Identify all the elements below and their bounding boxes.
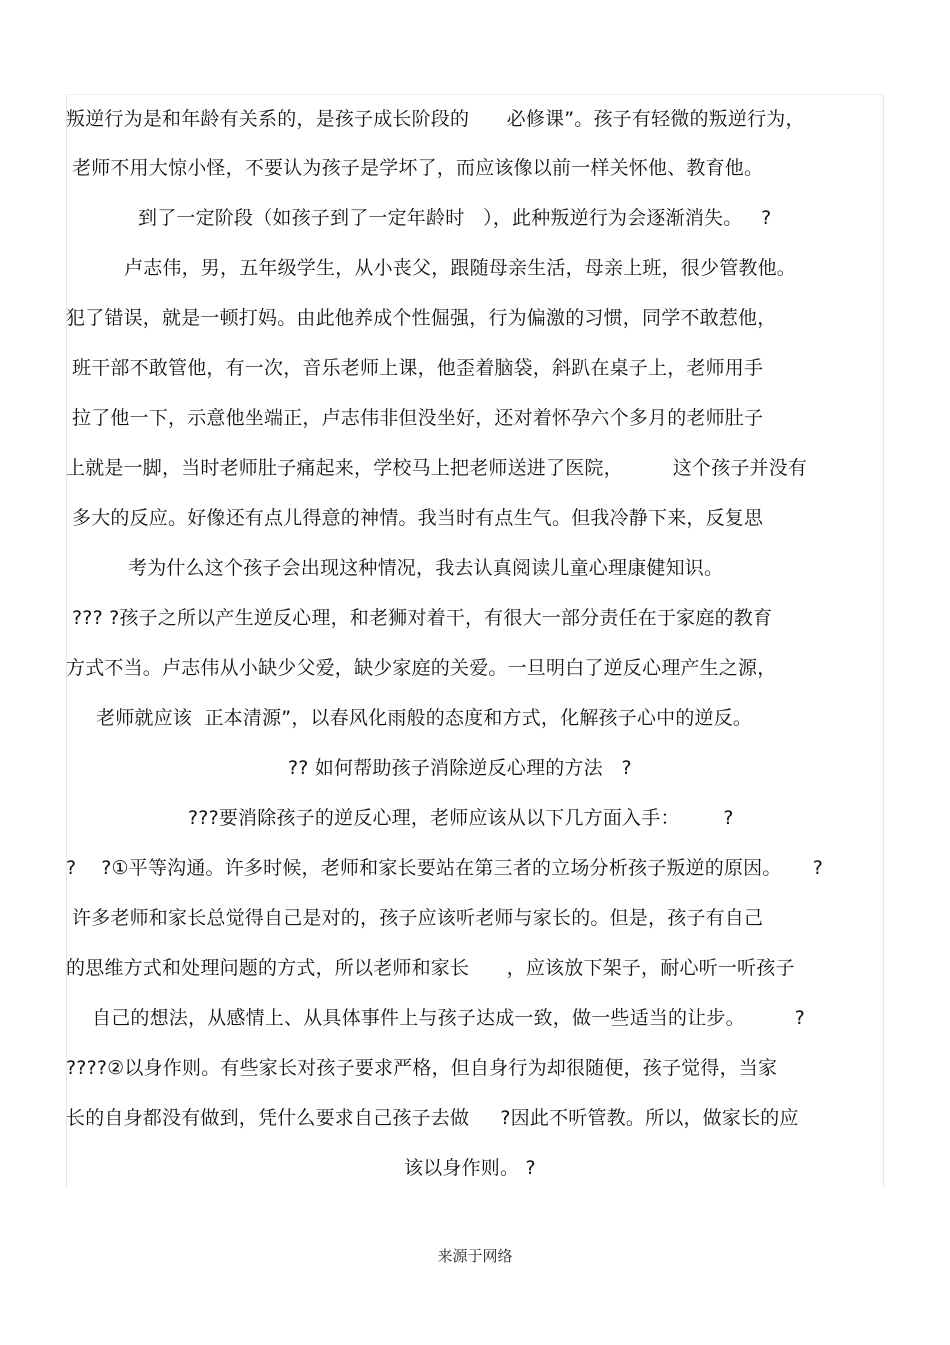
text-line: ????②以身作则。有些家长对孩子要求严格，但自身行为却很随便，孩子觉得，当家 bbox=[66, 1057, 778, 1079]
text-line: 的思维方式和处理问题的方式，所以老师和家长 ，应该放下架子，耐心听一听孩子 bbox=[66, 957, 795, 979]
text-line: 老师不用大惊小怪，不要认为孩子是学坏了，而应该像以前一样关怀他、教育他。 bbox=[72, 157, 764, 179]
text-line: 拉了他一下，示意他坐端正，卢志伟非但没坐好，还对着怀孕六个多月的老师肚子 bbox=[72, 407, 764, 429]
text-line: 多大的反应。好像还有点儿得意的神情。我当时有点生气。但我冷静下来，反复思 bbox=[72, 507, 764, 529]
section-heading: ?? 如何帮助孩子消除逆反心理的方法 ? bbox=[288, 757, 632, 779]
text-line: 班干部不敢管他，有一次，音乐老师上课，他歪着脑袋，斜趴在桌子上，老师用手 bbox=[72, 357, 764, 379]
text-line: 许多老师和家长总觉得自己是对的，孩子应该听老师与家长的。但是，孩子有自己 bbox=[72, 907, 764, 929]
text-line: 叛逆行为是和年龄有关系的，是孩子成长阶段的 必修课”。孩子有轻微的叛逆行为， bbox=[66, 108, 805, 130]
text-line: 自己的想法，从感情上、从具体事件上与孩子达成一致，做一些适当的让步。 ? bbox=[92, 1007, 806, 1029]
text-line: 到了一定阶段（如孩子到了一定年龄时 ），此种叛逆行为会逐渐消失。 ? bbox=[138, 207, 772, 229]
text-line: 方式不当。卢志伟从小缺少父爱，缺少家庭的关爱。一旦明白了逆反心理产生之源， bbox=[66, 657, 777, 679]
text-line: 上就是一脚，当时老师肚子痛起来，学校马上把老师送进了医院， 这个孩子并没有 bbox=[66, 457, 808, 479]
text-line: 老师就应该 正本清源”，以春风化雨般的态度和方式，化解孩子心中的逆反。 bbox=[96, 707, 753, 729]
text-line: 犯了错误，就是一顿打妈。由此他养成个性倔强，行为偏激的习惯，同学不敢惹他， bbox=[66, 307, 777, 329]
text-line: ???要消除孩子的逆反心理，老师应该从以下几方面入手： ? bbox=[188, 807, 734, 829]
text-line: 卢志伟，男，五年级学生，从小丧父，跟随母亲生活，母亲上班，很少管教他。 bbox=[124, 257, 797, 279]
text-line: 长的自身都没有做到，凭什么要求自己孩子去做 ?因此不听管教。所以，做家长的应 bbox=[66, 1107, 799, 1129]
text-line: ? ?①平等沟通。许多时候，老师和家长要站在第三者的立场分析孩子叛逆的原因。 ? bbox=[66, 857, 824, 879]
text-line: 该以身作则。 ? bbox=[404, 1157, 536, 1179]
text-line: 考为什么这个孩子会出现这种情况，我去认真阅读儿童心理康健知识。 bbox=[128, 557, 724, 579]
text-line: ??? ?孩子之所以产生逆反心理，和老狮对着干，有很大一部分责任在于家庭的教育 bbox=[72, 607, 773, 629]
page-footer: 来源于网络 bbox=[437, 1247, 513, 1265]
